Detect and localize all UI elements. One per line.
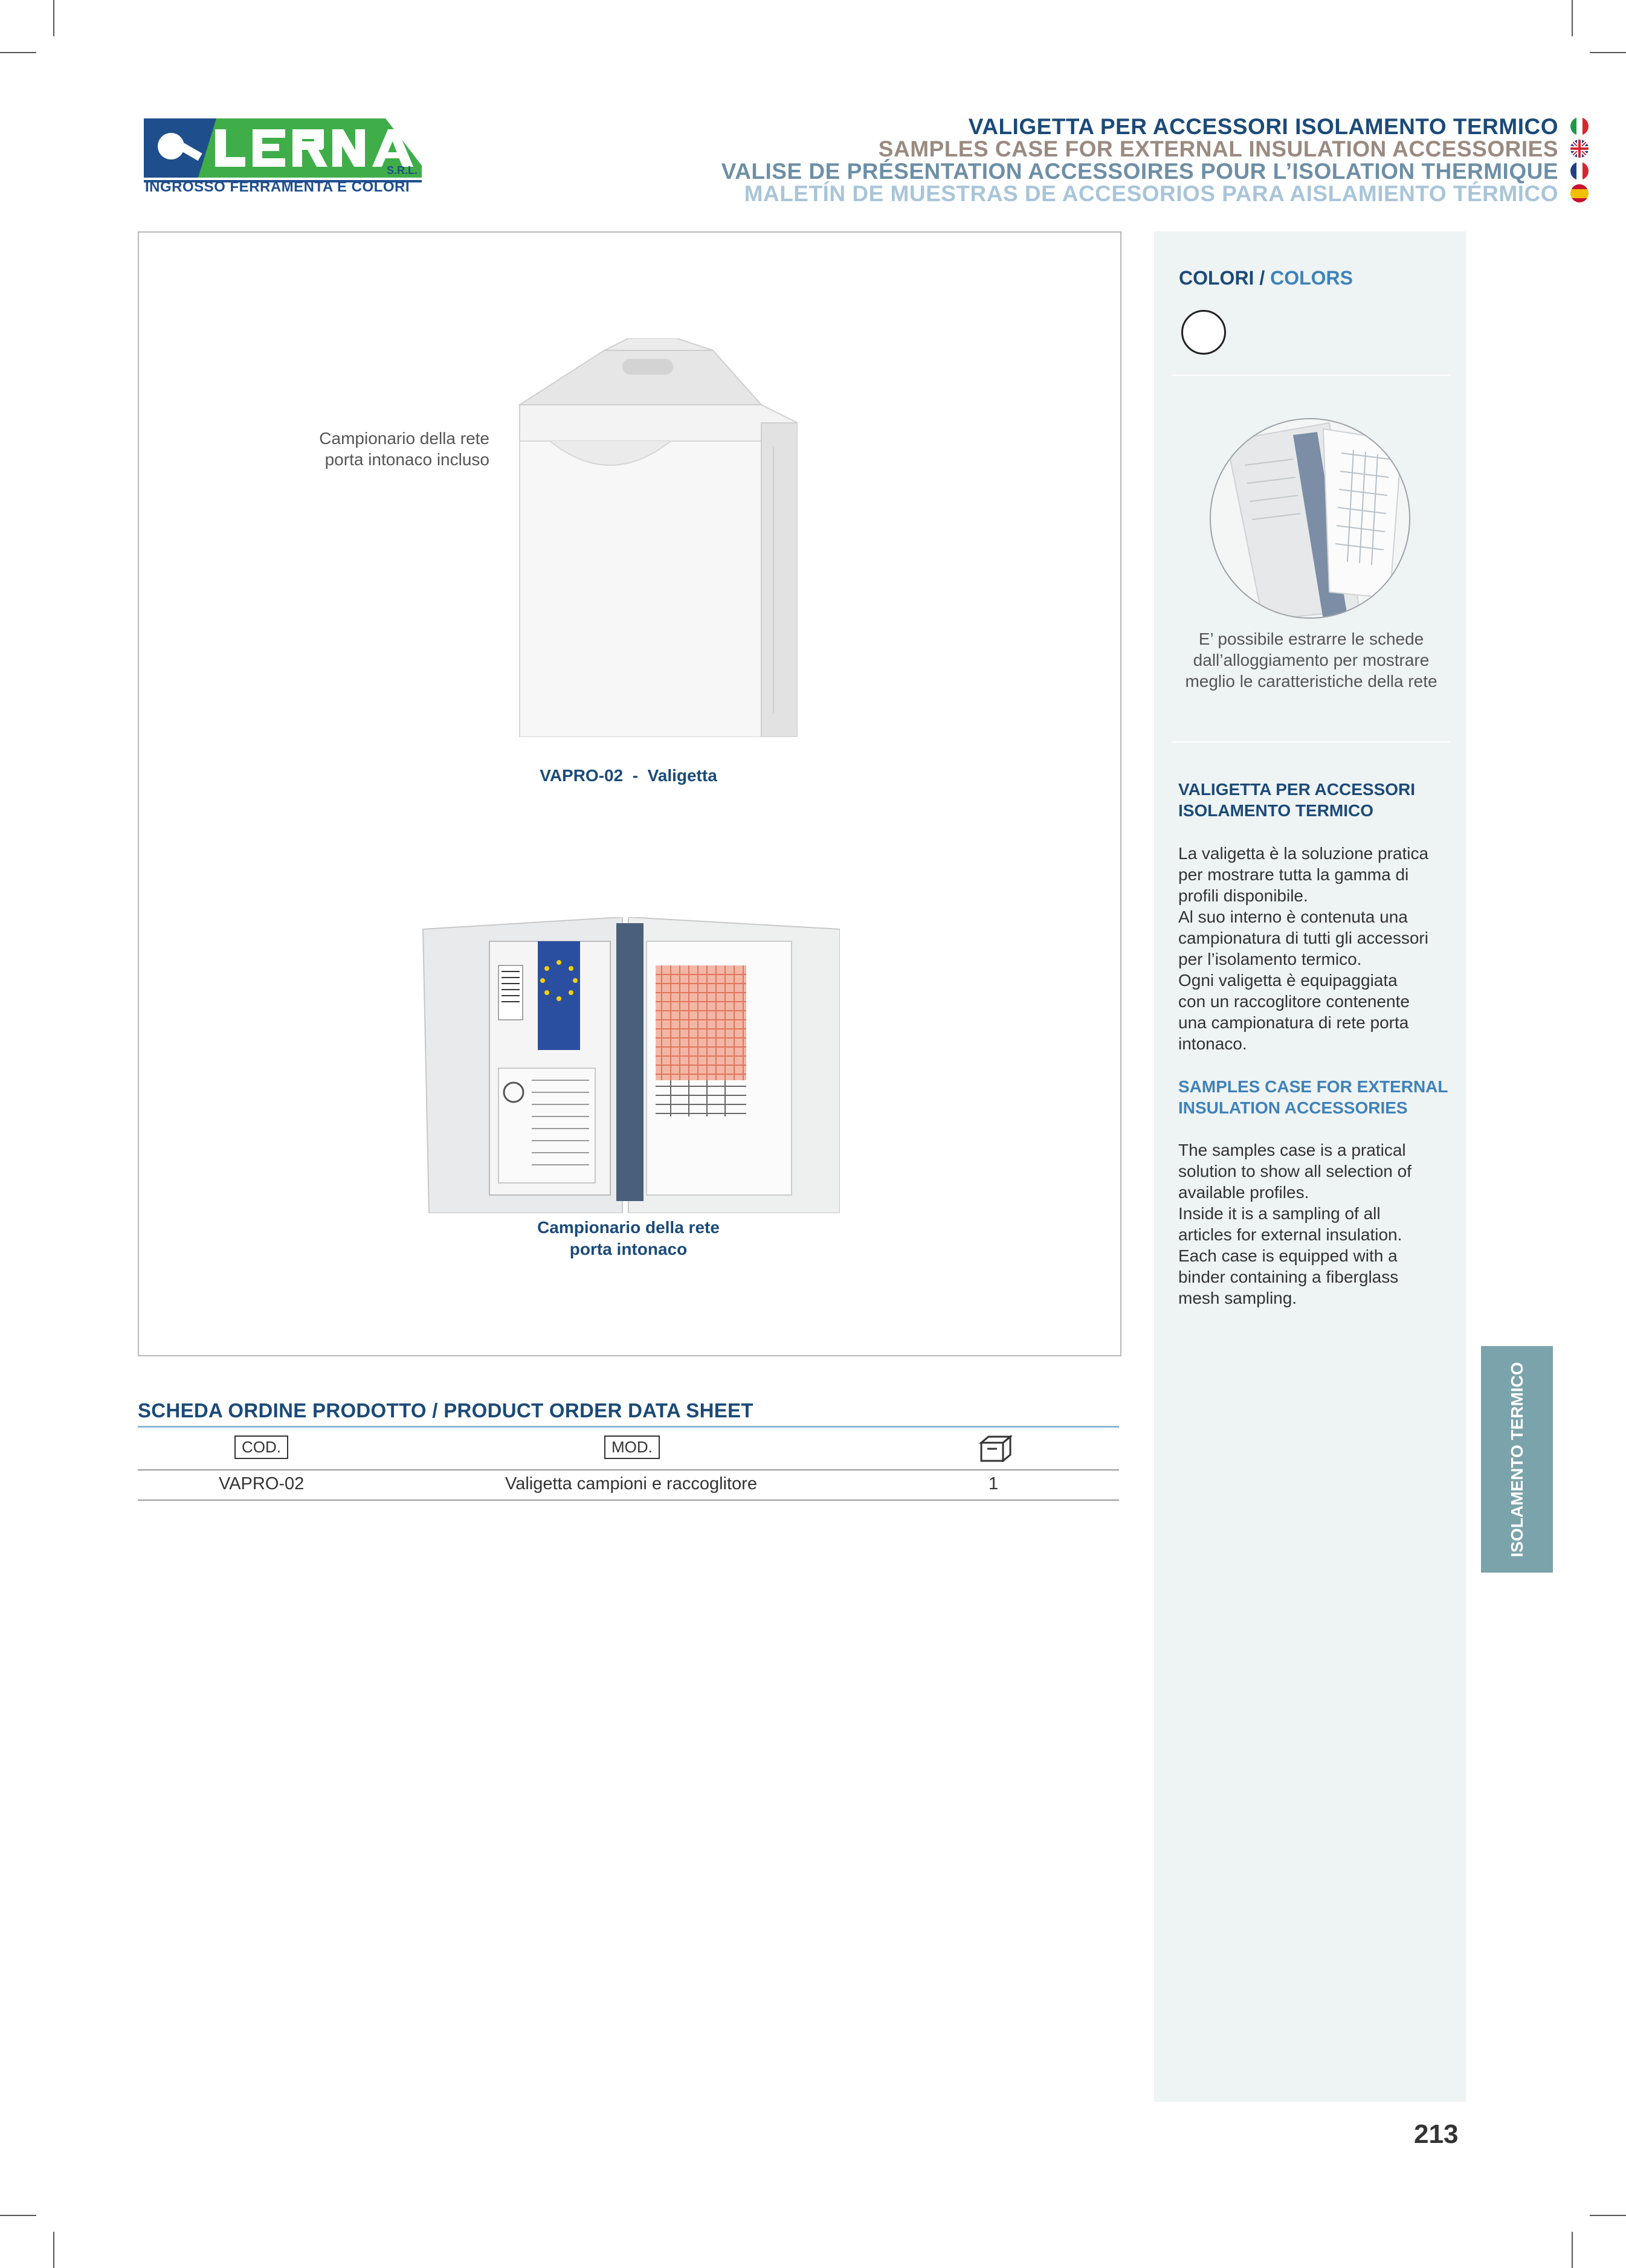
body-line: profili disponibile. [1178,886,1308,905]
brand-tagline: INGROSSO FERRAMENTA E COLORI [145,179,410,195]
body-line: articles for external insulation. [1178,1225,1402,1244]
crop-mark [0,2215,36,2216]
detail-note-line: E’ possibile estrarre le schede [1198,630,1424,648]
section-title-en-line: SAMPLES CASE FOR EXTERNAL [1178,1077,1448,1096]
uk-flag-icon [1570,140,1589,158]
crop-mark [1590,52,1626,53]
table-row-rule [138,1500,1119,1501]
title-spanish: MALETÍN DE MUESTRAS DE ACCESORIOS PARA AISLAMIENTO TÉRMICO [744,181,1558,206]
title-english: SAMPLES CASE FOR EXTERNAL INSULATION ACCESSORIES [878,137,1558,161]
body-line: Al suo interno è contenuta una [1178,907,1408,926]
section-title-it-line: ISOLAMENTO TERMICO [1178,801,1374,820]
body-line: The samples case is a pratical [1178,1141,1406,1159]
section-body-it [1178,843,1456,1054]
body-line: Each case is equipped with a [1178,1246,1398,1265]
model-header: MOD. [604,1435,660,1459]
section-title-en-line: INSULATION ACCESSORIES [1178,1098,1408,1117]
section-title-en [1178,1076,1448,1118]
body-line: campionatura di tutti gli accessori [1178,929,1428,947]
crop-mark [1572,0,1573,36]
binder-caption [489,1217,767,1260]
colors-heading [1179,267,1353,289]
detail-note-line: meglio le caratteristiche della rete [1185,672,1437,691]
code-header: COD. [234,1435,288,1459]
table-header-rule [138,1469,1119,1471]
section-body-en [1178,1139,1456,1309]
row-qty: 1 [989,1474,999,1493]
crop-mark [53,0,54,36]
body-line: una campionatura di rete porta [1178,1013,1409,1032]
divider [1172,375,1450,376]
france-flag-icon [1570,162,1589,180]
body-line: Inside it is a sampling of all [1178,1204,1381,1223]
section-title-it-line: VALIGETTA PER ACCESSORI [1178,780,1416,799]
crop-mark [53,2232,54,2268]
case-caption: VAPRO-02 - Valigetta [540,766,717,785]
box-icon [979,1434,1013,1462]
binder-illustration [417,917,840,1213]
row-model: Valigetta campioni e raccoglitore [505,1474,757,1493]
body-line: mesh sampling. [1178,1289,1297,1307]
body-line: per l’isolamento termico. [1178,950,1362,968]
italy-flag-icon [1570,117,1589,135]
divider [1172,741,1450,743]
binder-caption-line: Campionario della rete [537,1218,720,1237]
section-title-it [1178,779,1415,821]
order-sheet-title: SCHEDA ORDINE PRODOTTO / PRODUCT ORDER DATA SHEET [138,1399,753,1422]
detail-photo [1208,417,1411,620]
title-italian: VALIGETTA PER ACCESSORI ISOLAMENTO TERMICO [968,114,1558,139]
order-title-rule [138,1426,1119,1428]
body-line: Ogni valigetta è equipaggiata [1178,971,1398,990]
case-note-line: porta intonaco incluso [324,450,489,469]
brand-suffix: S.R.L. [387,164,418,176]
body-line: available profiles. [1178,1183,1309,1202]
colors-label-sep: / [1254,267,1271,289]
case-illustration [495,338,798,737]
row-code: VAPRO-02 [219,1474,305,1493]
body-line: con un raccoglitore contenente [1178,992,1410,1011]
section-tab-label: ISOLAMENTO TERMICO [1507,1361,1526,1558]
binder-caption-line: porta intonaco [569,1240,688,1258]
crop-mark [0,52,36,53]
case-note [290,428,489,470]
detail-note [1166,628,1456,692]
spain-flag-icon [1570,184,1589,202]
colors-label-en: COLORS [1270,267,1353,289]
section-tab [1481,1346,1553,1573]
crop-mark [1572,2232,1573,2268]
page-number: 213 [1414,2119,1459,2149]
body-line: solution to show all selection of [1178,1162,1411,1181]
body-line: intonaco. [1178,1034,1247,1053]
detail-note-line: dall’alloggiamento per mostrare [1193,651,1430,669]
body-line: binder containing a fiberglass [1178,1268,1399,1286]
title-french: VALISE DE PRÉSENTATION ACCESSOIRES POUR L’ISOLATION THERMIQUE [721,159,1558,184]
body-line: per mostrare tutta la gamma di [1178,865,1409,884]
crop-mark [1590,2215,1626,2216]
colors-label-it: COLORI [1179,267,1254,289]
case-note-line: Campionario della rete [319,429,489,448]
body-line: La valigetta è la soluzione pratica [1178,844,1429,863]
color-swatch-white [1181,310,1226,355]
